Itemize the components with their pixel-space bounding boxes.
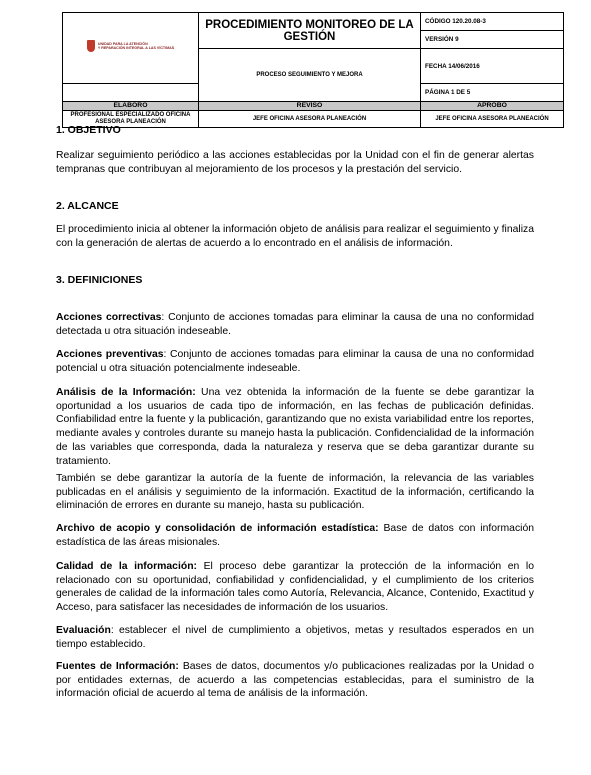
aprobo-value: JEFE OFICINA ASESORA PLANEACIÓN — [421, 111, 564, 128]
reviso-value: JEFE OFICINA ASESORA PLANEACIÓN — [199, 111, 421, 128]
definition-term: Acciones correctivas — [56, 312, 162, 323]
definition-evaluacion — [56, 624, 534, 651]
definition-text: El proceso debe garantizar la protección de la información en lo relacionado con su oportunidad, confiabilidad y confidencialidad, y el cumplimiento de los criterios generales de calidad de la información tales como Autoría, Relevancia, Alcance, Contenido, Exactitud y Acceso, para satisfacer las necesidades de información de los usuarios. — [56, 561, 534, 614]
definition-analisis-informacion — [56, 386, 534, 468]
reviso-header: REVISÓ — [199, 102, 421, 111]
definition-calidad-informacion — [56, 560, 534, 615]
fecha-field: FECHA 14/06/2016 — [421, 49, 564, 84]
definition-term: Calidad de la información: — [56, 561, 197, 572]
alcance-text: El procedimiento inicia al obtener la información objeto de análisis para realizar el seguimiento y finaliza con la generación de alertas de acuerdo a lo encontrado en el análisis de información. — [56, 224, 534, 249]
unidad-logo — [87, 40, 174, 52]
section-alcance-title: 2. ALCANCE — [56, 200, 119, 212]
shield-icon — [87, 40, 95, 52]
definition-fuentes-informacion — [56, 660, 534, 701]
definition-continuation-paragraph — [56, 472, 534, 513]
objetivo-text: Realizar seguimiento periódico a las acciones establecidas por la Unidad con el fin de generar alertas tempranas que contribuyan al mejoramiento de los procesos y la prestación del servicio. — [56, 150, 534, 175]
section-objetivo-title: 1. OBJETIVO — [56, 124, 121, 136]
definition-archivo-acopio — [56, 522, 534, 549]
definition-acciones-preventivas — [56, 348, 534, 375]
definition-text: Una vez obtenida la información de la fuente se debe garantizar la oportunidad a los usuarios de cada tipo de información, en las fechas de publicación definidas. Confiabilidad entre la fuente y la publicación, garantizando que no exista variabilidad entre los reportes, mediante avales y controles durante su manejo hasta la publicación. Confidencialidad de la información de las variables que corresponda, dada la naturaleza y reserva que se deba garantizar durante su tratamiento. — [56, 387, 534, 467]
definition-text: : Conjunto de acciones tomadas para eliminar la causa de una no conformidad potencial u otra situación potencialmente indeseable. — [56, 349, 534, 374]
document-header-table — [62, 12, 564, 128]
section-definiciones-title: 3. DEFINICIONES — [56, 274, 143, 286]
definition-term: Acciones preventivas — [56, 349, 164, 360]
definition-term: Evaluación — [56, 625, 111, 636]
logo-cell-bottom — [63, 84, 199, 102]
definition-term: Fuentes de Información: — [56, 661, 179, 672]
pagina-field: PÁGINA 1 DE 5 — [421, 84, 564, 102]
definition-acciones-correctivas — [56, 311, 534, 338]
process-name: PROCESO SEGUIMIENTO Y MEJORA — [199, 49, 421, 102]
definition-text: Bases de datos, documentos y/o publicaciones realizadas por la Unidad o por entidades externas, de acuerdo a las competencias establecidas, para el suministro de la información oficial de acuerdo al tema de análisis de la información. — [56, 661, 534, 700]
definition-text: Base de datos con información estadística de las áreas misionales. — [56, 523, 535, 548]
aprobo-header: APROBÓ — [421, 102, 564, 111]
definition-text: También se debe garantizar la autoría de la fuente de información, la relevancia de las variables publicadas en el análisis y seguimiento de la información. Exactitud de la información, certificando la eliminación de errores en durante su manejo, hasta su publicación. — [56, 473, 534, 512]
title-cell — [199, 13, 421, 49]
definition-text: : Conjunto de acciones tomadas para eliminar la causa de una no conformidad detectada u otra situación indeseable. — [56, 312, 534, 337]
definition-term: Archivo de acopio y consolidación de información estadística: — [56, 523, 379, 534]
document-title: PROCEDIMIENTO MONITOREO DE LA GESTIÓN — [205, 18, 414, 43]
codigo-field: CÓDIGO 120.20.08-3 — [421, 13, 564, 31]
logo-text-line2: Y REPARACIÓN INTEGRAL A LAS VÍCTIMAS — [97, 46, 175, 50]
logo-text-line1: UNIDAD PARA LA ATENCIÓN — [97, 41, 148, 46]
logo-cell — [63, 13, 199, 84]
elaboro-header: ELABORÓ — [63, 102, 199, 111]
definition-text: : establecer el nivel de cumplimiento a objetivos, metas y resultados esperados en un tiempo establecido. — [56, 625, 534, 650]
version-field: VERSIÓN 9 — [421, 31, 564, 49]
definition-term: Análisis de la Información: — [56, 387, 196, 398]
elaboro-value: PROFESIONAL ESPECIALIZADO OFICINA ASESORA PLANEACIÓN — [63, 111, 199, 128]
